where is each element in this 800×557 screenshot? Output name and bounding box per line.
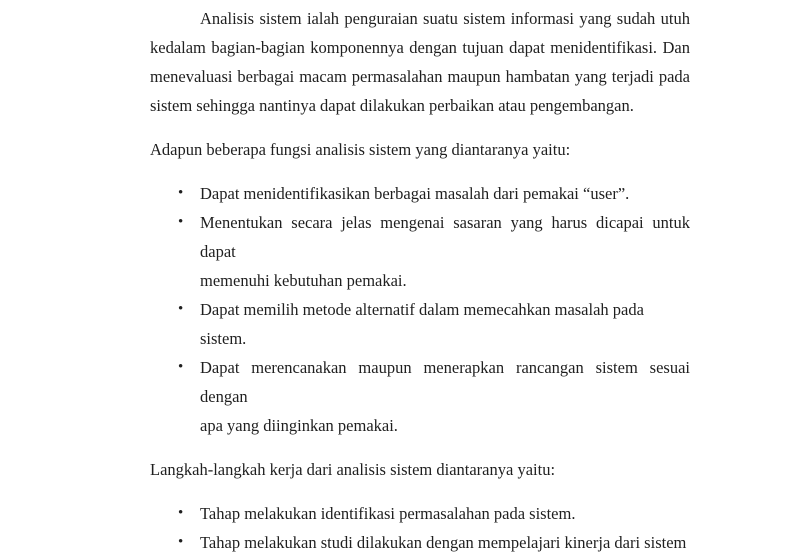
bullet-icon: • [178, 534, 184, 550]
steps-section-heading: Langkah-langkah kerja dari analisis sistem diantaranya yaitu: [150, 460, 556, 479]
intro-paragraph [150, 4, 690, 120]
blank-line [150, 484, 690, 499]
blank-line [150, 164, 690, 179]
list-item [178, 499, 690, 528]
list-item [178, 208, 690, 295]
list-item [178, 179, 690, 208]
list-item [178, 353, 690, 440]
list-item-line: Dapat menidentifikasikan berbagai masalah dari pemakai “user”. [200, 184, 630, 203]
paragraph-line: menevaluasi berbagai macam permasalahan maupun hambatan yang terjadi pada [150, 67, 690, 86]
list-item-line: Tahap melakukan studi dilakukan dengan mempelajari kinerja dari sistem [200, 533, 687, 552]
list-item-line: Menentukan secara jelas mengenai sasaran yang harus dicapai untuk dapat [200, 213, 690, 261]
list-item-line: memenuhi kebutuhan pemakai. [200, 271, 407, 290]
bullet-icon: • [178, 505, 184, 521]
bullet-icon: • [178, 214, 184, 230]
paragraph-line: kedalam bagian-bagian komponennya dengan tujuan dapat menidentifikasi. Dan [150, 38, 690, 57]
list-item-line: Tahap melakukan identifikasi permasalahan pada sistem. [200, 504, 576, 523]
list-item-line: Dapat merencanakan maupun menerapkan rancangan sistem sesuai dengan [200, 358, 690, 406]
steps-list [150, 499, 690, 557]
list-item-line: apa yang diinginkan pemakai. [200, 416, 398, 435]
bullet-icon: • [178, 301, 184, 317]
bullet-icon: • [178, 359, 184, 375]
list-item [178, 528, 690, 557]
list-item-line: Dapat memilih metode alternatif dalam memecahkan masalah pada sistem. [200, 300, 644, 348]
blank-line [150, 120, 690, 135]
paragraph-line: Analisis sistem ialah penguraian suatu sistem informasi yang sudah utuh [200, 9, 690, 28]
paragraph-line: sistem sehingga nantinya dapat dilakukan perbaikan atau pengembangan. [150, 96, 634, 115]
list-item [178, 295, 690, 353]
blank-line [150, 440, 690, 455]
functions-section-heading: Adapun beberapa fungsi analisis sistem yang diantaranya yaitu: [150, 140, 571, 159]
functions-list [150, 179, 690, 440]
bullet-icon: • [178, 185, 184, 201]
